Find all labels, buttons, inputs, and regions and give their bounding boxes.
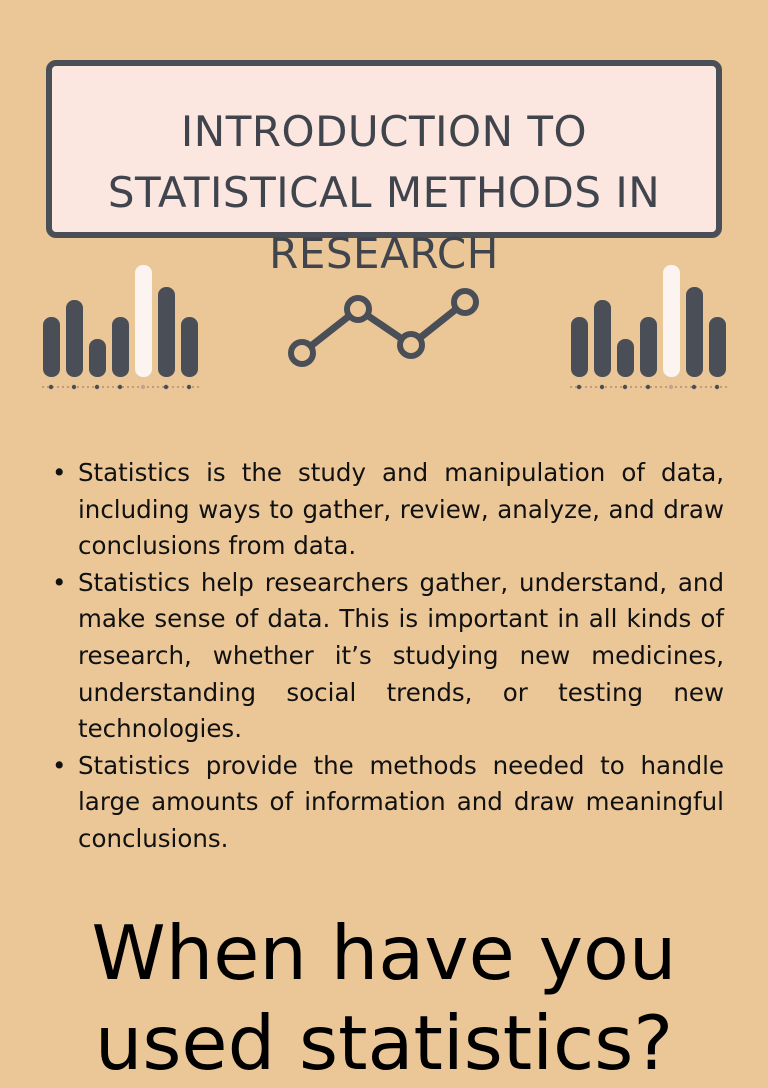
bar-dark: [571, 317, 588, 377]
bullet-item: [52, 455, 724, 565]
bar-chart-icon: [568, 262, 730, 392]
axis-dot: [187, 385, 191, 389]
axis-dot: [118, 385, 122, 389]
bullet-text: Statistics is the study and manipulation of data, including ways to gather, review, analyze, and draw conclusions from data.: [78, 458, 724, 561]
axis-dot: [623, 385, 627, 389]
question-heading: When have you used statistics?: [91, 909, 677, 1087]
line-chart-node: [400, 334, 422, 356]
bar-dark: [181, 317, 198, 377]
bullet-item: [52, 565, 724, 748]
bar-chart-icon: [40, 262, 202, 392]
bullet-list: [52, 455, 724, 858]
axis-dot: [715, 385, 719, 389]
bar-dark: [617, 339, 634, 377]
axis-dot: [141, 385, 145, 389]
axis-dot: [600, 385, 604, 389]
bar-dark: [640, 317, 657, 377]
bar-dark: [158, 287, 175, 377]
bullet-dot-icon: •: [52, 750, 67, 780]
line-chart-node: [291, 342, 313, 364]
bullet-dot-icon: •: [52, 458, 67, 487]
line-chart-node: [454, 291, 476, 313]
bar-dark: [112, 317, 129, 377]
axis-dot: [577, 385, 581, 389]
bullet-item: [52, 748, 724, 858]
bullet-dot-icon: •: [52, 567, 67, 597]
axis-dot: [669, 385, 673, 389]
axis-dot: [692, 385, 696, 389]
bar-dark: [89, 339, 106, 377]
bar-dark: [709, 317, 726, 377]
axis-dot: [95, 385, 99, 389]
axis-dot: [646, 385, 650, 389]
bar-dark: [594, 300, 611, 377]
page-title: INTRODUCTION TO STATISTICAL METHODS IN RESEARCH: [107, 107, 661, 278]
axis-dot: [49, 385, 53, 389]
bar-dark: [66, 300, 83, 377]
line-chart-node: [347, 298, 369, 320]
bullet-text: Statistics provide the methods needed to handle large amounts of information and draw meaningful conclusions.: [78, 750, 724, 853]
bullet-text: Statistics help researchers gather, understand, and make sense of data. This is important in all kinds of research, whether it’s studying new medicines, understanding social trends, or testing new technologies.: [78, 567, 724, 744]
bar-light: [135, 265, 152, 377]
bar-light: [663, 265, 680, 377]
axis-dot: [72, 385, 76, 389]
line-chart-path: [302, 302, 465, 353]
bar-dark: [686, 287, 703, 377]
axis-dot: [164, 385, 168, 389]
line-chart-icon: [286, 286, 486, 370]
bar-dark: [43, 317, 60, 377]
